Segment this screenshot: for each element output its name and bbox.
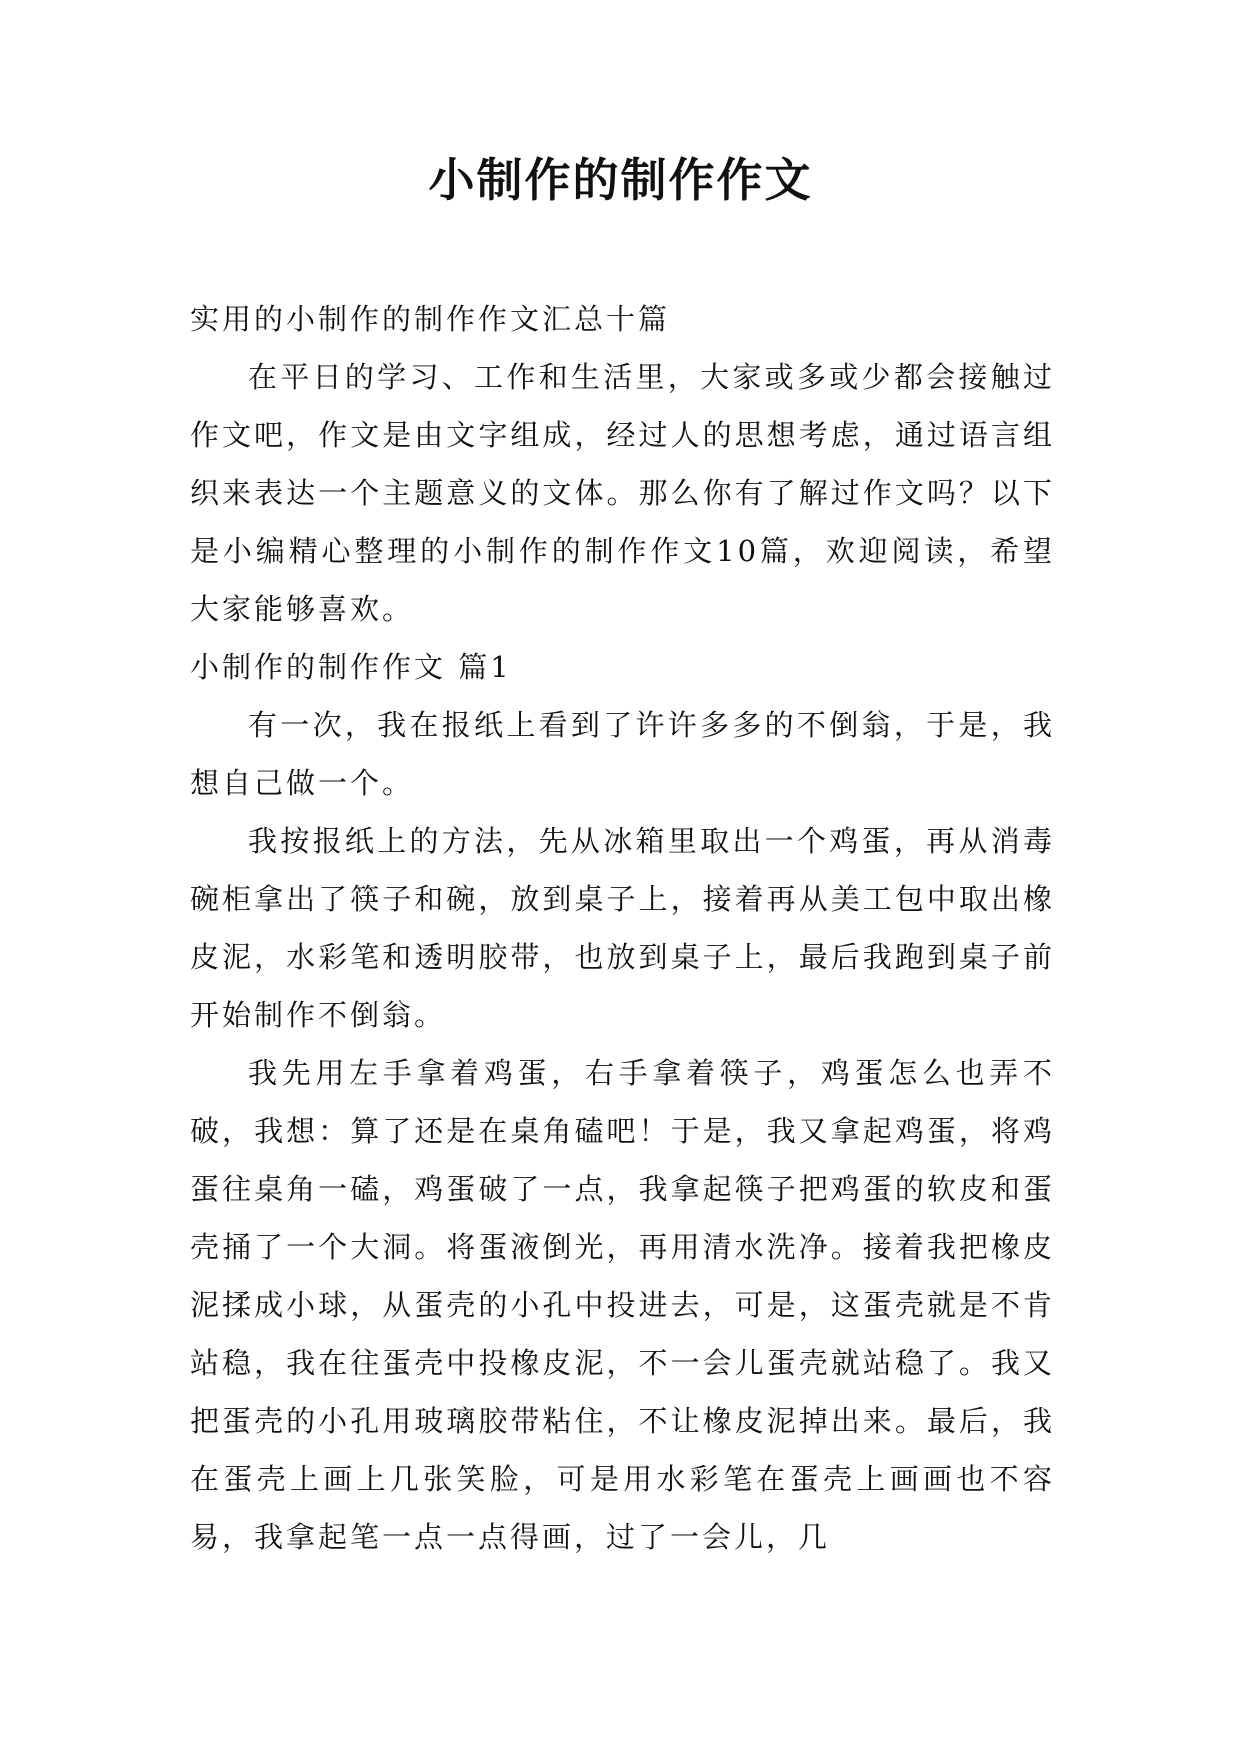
section-heading: 小制作的制作作文 篇1	[190, 650, 512, 684]
document-body	[190, 290, 1055, 1566]
paragraph: 我按报纸上的方法，先从冰箱里取出一个鸡蛋，再从消毒碗柜拿出了筷子和碗，放到桌子上，接着再从美工包中取出橡皮泥，水彩笔和透明胶带，也放到桌子上，最后我跑到桌子前开始制作不倒翁。	[190, 824, 1055, 1032]
paragraph-intro: 在平日的学习、工作和生活里，大家或多或少都会接触过作文吧，作文是由文字组成，经过人的思想考虑，通过语言组织来表达一个主题意义的文体。那么你有了解过作文吗？以下是小编精心整理的小制作的制作作文10篇，欢迎阅读，希望大家能够喜欢。	[190, 360, 1055, 626]
paragraph-subtitle: 实用的小制作的制作作文汇总十篇	[190, 302, 671, 336]
document-title: 小制作的制作作文	[428, 153, 813, 207]
paragraph: 有一次，我在报纸上看到了许许多多的不倒翁，于是，我想自己做一个。	[190, 708, 1055, 800]
paragraph: 我先用左手拿着鸡蛋，右手拿着筷子，鸡蛋怎么也弄不破，我想：算了还是在桌角磕吧！于是，我又拿起鸡蛋，将鸡蛋往桌角一磕，鸡蛋破了一点，我拿起筷子把鸡蛋的软皮和蛋壳捅了一个大洞。将蛋液倒光，再用清水洗净。接着我把橡皮泥揉成小球，从蛋壳的小孔中投进去，可是，这蛋壳就是不肯站稳，我在往蛋壳中投橡皮泥，不一会儿蛋壳就站稳了。我又把蛋壳的小孔用玻璃胶带粘住，不让橡皮泥掉出来。最后，我在蛋壳上画上几张笑脸，可是用水彩笔在蛋壳上画画也不容易，我拿起笔一点一点得画，过了一会儿，几	[190, 1056, 1055, 1554]
